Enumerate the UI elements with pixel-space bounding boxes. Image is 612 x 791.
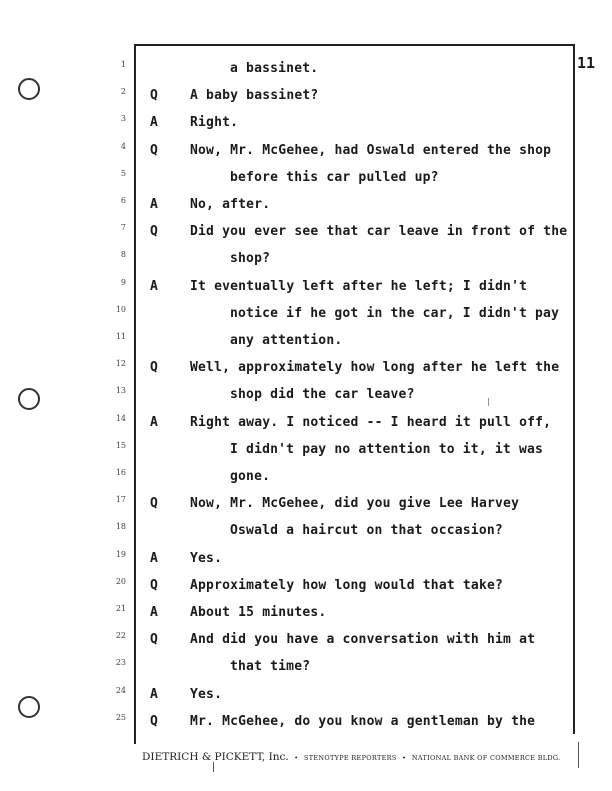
stray-mark — [488, 398, 489, 406]
line-text: It eventually left after he left; I didn't — [190, 278, 528, 294]
transcript-line — [0, 519, 612, 546]
line-number: 1 — [120, 60, 126, 69]
speaker-label: Q — [150, 224, 158, 240]
speaker-label: Q — [150, 360, 158, 376]
speaker-label: A — [150, 197, 158, 212]
transcript-line — [0, 57, 612, 84]
line-text: before this car pulled up? — [230, 169, 439, 185]
line-text: Approximately how long would that take? — [190, 577, 504, 593]
line-text: any attention. — [230, 333, 343, 348]
line-number: 21 — [115, 604, 126, 613]
transcript-line — [0, 139, 612, 166]
line-text: Well, approximately how long after he left the — [190, 360, 560, 376]
line-number: 25 — [115, 712, 126, 722]
line-text: I didn't pay no attention to it, it was — [230, 441, 544, 457]
speaker-label: Q — [150, 632, 158, 648]
line-number: 10 — [115, 304, 126, 314]
footer-separator: • — [294, 754, 299, 762]
line-text: shop? — [230, 251, 271, 267]
transcript-line — [0, 111, 612, 138]
transcript-line — [0, 383, 612, 410]
speaker-label: Q — [150, 577, 158, 593]
transcript-line — [0, 683, 612, 710]
speaker-label: Q — [150, 713, 158, 729]
line-number: 20 — [115, 576, 126, 586]
transcript-line — [0, 547, 612, 574]
transcript-line — [0, 193, 612, 220]
frame-top-border — [134, 44, 574, 46]
line-number: 22 — [115, 631, 126, 641]
transcript-line — [0, 356, 612, 383]
line-number: 6 — [120, 196, 126, 205]
speaker-label: A — [150, 278, 158, 294]
line-text: notice if he got in the car, I didn't pay — [230, 305, 560, 321]
page-number: 11 — [577, 54, 596, 72]
line-number: 18 — [115, 522, 126, 532]
line-text: that time? — [230, 659, 311, 675]
transcript-line — [0, 710, 612, 737]
reporter-footer — [142, 751, 561, 763]
line-number: 12 — [115, 359, 126, 369]
line-text: A baby bassinet? — [190, 88, 319, 104]
line-number: 23 — [115, 658, 126, 668]
transcript-line — [0, 302, 612, 329]
footer-firm: DIETRICH & PICKETT, Inc. — [142, 751, 289, 763]
line-number: 11 — [115, 332, 126, 341]
line-number: 7 — [120, 223, 126, 233]
transcript-line — [0, 275, 612, 302]
transcript-line — [0, 655, 612, 682]
line-number: 16 — [115, 468, 126, 477]
line-text: Now, Mr. McGehee, did you give Lee Harvey — [190, 496, 520, 512]
line-text: a bassinet. — [230, 61, 319, 76]
line-text: Did you ever see that car leave in front of the — [190, 224, 568, 240]
transcript-line — [0, 166, 612, 193]
line-text: Mr. McGehee, do you know a gentleman by the — [190, 713, 536, 729]
transcript-line — [0, 329, 612, 356]
footer-separator: • — [402, 754, 407, 762]
line-text: shop did the car leave? — [230, 387, 415, 403]
transcript-line — [0, 492, 612, 519]
line-text: Yes. — [190, 686, 223, 702]
transcript-line — [0, 220, 612, 247]
speaker-label: Q — [150, 142, 158, 158]
line-text: About 15 minutes. — [190, 605, 327, 620]
line-number: 24 — [115, 685, 126, 695]
line-text: Now, Mr. McGehee, had Oswald entered the shop — [190, 142, 552, 158]
line-text: Oswald a haircut on that occasion? — [230, 523, 503, 539]
transcript-line — [0, 84, 612, 111]
line-text: Right. — [190, 115, 239, 131]
speaker-label: Q — [150, 496, 158, 512]
line-text: And did you have a conversation with him at — [190, 632, 536, 648]
line-number: 14 — [115, 413, 126, 423]
footer-service: STENOTYPE REPORTERS — [303, 754, 397, 762]
line-number: 8 — [120, 250, 126, 260]
transcript-line — [0, 574, 612, 601]
speaker-label: A — [150, 686, 158, 702]
line-text: Right away. I noticed -- I heard it pull off, — [190, 414, 552, 430]
footer-address: NATIONAL BANK OF COMMERCE BLDG. — [411, 754, 561, 762]
speaker-label: A — [150, 414, 158, 430]
line-number: 2 — [120, 87, 126, 97]
transcript-line — [0, 628, 612, 655]
stray-mark — [213, 762, 214, 772]
speaker-label: Q — [150, 88, 158, 104]
transcript-line — [0, 411, 612, 438]
line-number: 9 — [120, 277, 126, 287]
transcript-line — [0, 438, 612, 465]
line-text: No, after. — [190, 197, 271, 212]
line-text: Yes. — [190, 550, 223, 566]
speaker-label: A — [150, 605, 158, 620]
stray-mark — [578, 742, 579, 768]
transcript-line — [0, 465, 612, 492]
line-text: gone. — [230, 469, 271, 484]
line-number: 4 — [120, 141, 126, 151]
speaker-label: A — [150, 115, 158, 131]
line-number: 19 — [115, 549, 126, 559]
line-number: 17 — [115, 495, 126, 505]
speaker-label: A — [150, 550, 158, 566]
line-number: 5 — [120, 168, 126, 178]
line-number: 3 — [120, 114, 126, 124]
transcript-line — [0, 247, 612, 274]
line-number: 15 — [115, 440, 126, 450]
line-number: 13 — [115, 386, 126, 396]
transcript-line — [0, 601, 612, 628]
